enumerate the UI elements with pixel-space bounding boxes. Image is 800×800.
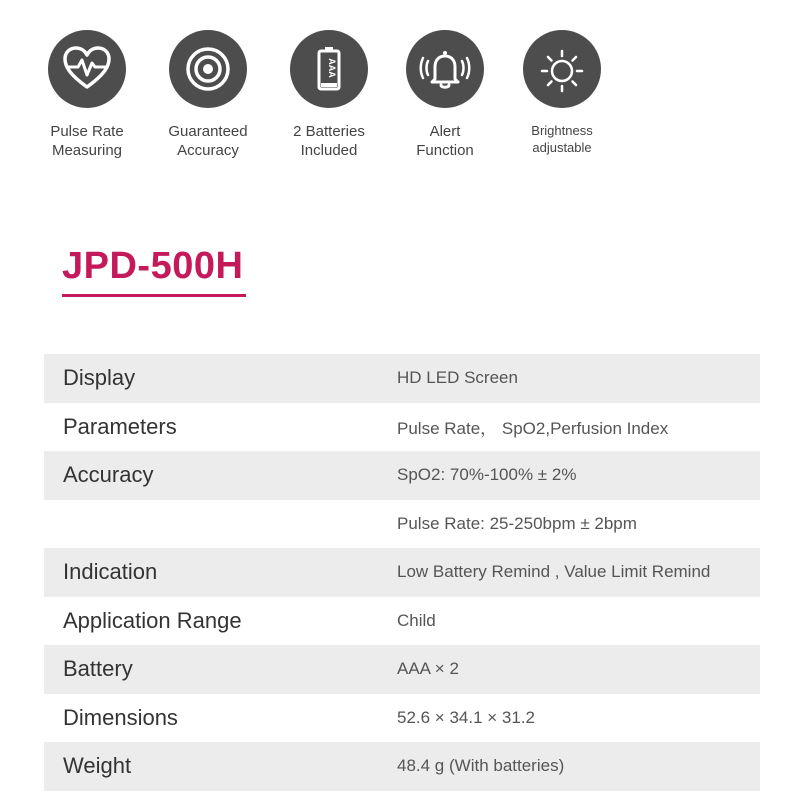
caption-line: Brightness	[531, 123, 593, 138]
spec-value: SpO2: 70%-100% ± 2%	[397, 465, 577, 485]
model-title: JPD-500H	[62, 245, 244, 287]
caption-line: Accuracy	[177, 142, 239, 159]
spec-row-display	[44, 354, 760, 403]
spec-label: Battery	[63, 656, 133, 682]
spec-value: 52.6 × 34.1 × 31.2	[397, 707, 536, 727]
spec-label: Accuracy	[63, 462, 154, 488]
spec-table	[44, 354, 760, 791]
feature-brightness	[502, 30, 622, 156]
caption-line: Measuring	[51, 142, 123, 159]
spec-label: Display	[63, 365, 136, 391]
spec-value: Low Battery Remind , Value Limit Remind	[397, 562, 711, 582]
feature-batteries	[269, 30, 389, 160]
bell-alert-icon	[406, 30, 484, 108]
feature-caption	[385, 122, 505, 160]
spec-label: Weight	[63, 753, 132, 779]
spec-row-accuracy	[44, 451, 760, 500]
spec-label: Dimensions	[63, 704, 178, 730]
feature-accuracy	[148, 30, 268, 160]
spec-row-application-range	[44, 597, 760, 646]
spec-value: 48.4 g (With batteries)	[397, 756, 565, 776]
battery-label: AAA	[327, 58, 337, 78]
spec-row-weight	[44, 742, 760, 791]
feature-caption	[269, 122, 389, 160]
caption-line: Function	[416, 142, 474, 159]
feature-caption	[148, 122, 268, 160]
title-underline	[62, 294, 246, 297]
target-icon	[169, 30, 247, 108]
feature-alert	[385, 30, 505, 160]
feature-caption	[27, 122, 147, 160]
caption-line: Alert	[429, 123, 461, 140]
battery-icon	[290, 30, 368, 108]
feature-strip	[0, 0, 800, 180]
spec-row-accuracy-pulse	[44, 500, 760, 549]
spec-row-indication	[44, 548, 760, 597]
spec-value: Child	[397, 610, 436, 630]
caption-line: Pulse Rate	[50, 123, 124, 140]
spec-row-parameters	[44, 403, 760, 452]
feature-caption	[502, 122, 622, 156]
spec-label: Application Range	[63, 607, 242, 633]
spec-label: Parameters	[63, 413, 177, 439]
feature-pulse-rate	[27, 30, 147, 160]
caption-line: Guaranteed	[168, 123, 248, 140]
spec-value: Pulse Rate: 25-250bpm ± 2bpm	[397, 513, 637, 533]
sun-brightness-icon	[523, 30, 601, 108]
spec-value: Pulse Rate， SpO2,Perfusion Index	[397, 419, 669, 439]
spec-row-dimensions	[44, 694, 760, 743]
spec-row-battery	[44, 645, 760, 694]
spec-label: Indication	[63, 559, 158, 585]
heart-pulse-icon	[48, 30, 126, 108]
spec-value: HD LED Screen	[397, 368, 518, 388]
caption-line: Included	[300, 142, 358, 159]
spec-value: AAA × 2	[397, 659, 459, 679]
caption-line: 2 Batteries	[293, 123, 365, 140]
caption-line: adjustable	[532, 140, 592, 155]
